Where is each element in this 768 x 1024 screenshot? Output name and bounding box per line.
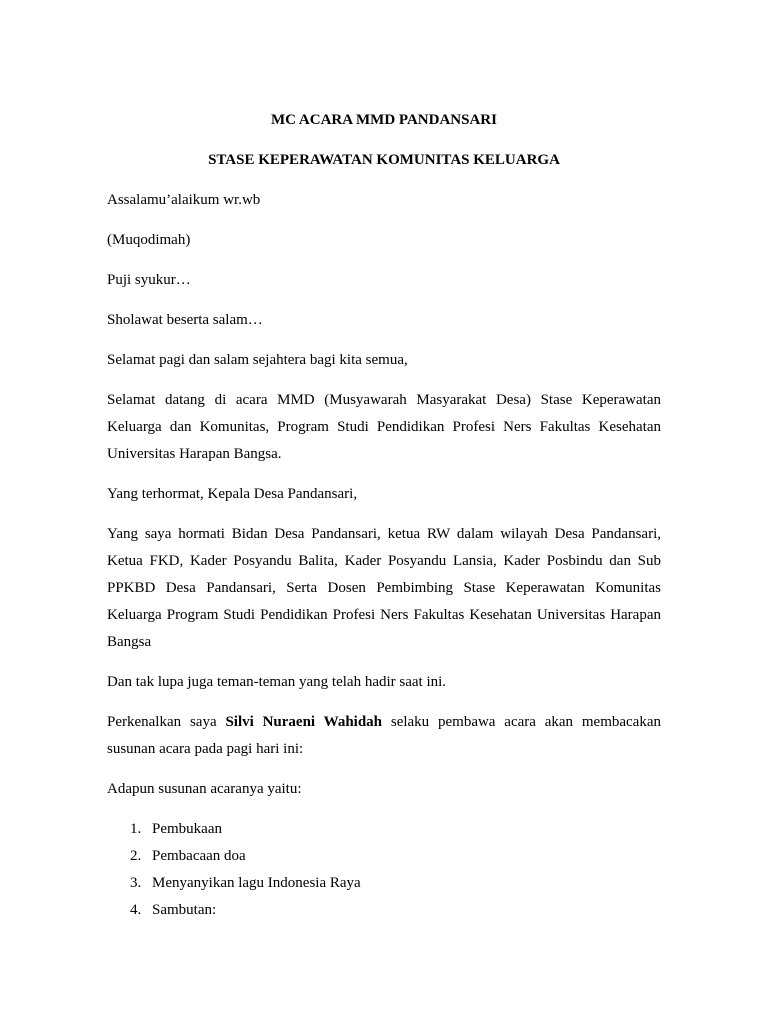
document-title: MC ACARA MMD PANDANSARI	[271, 112, 497, 128]
list-item-label: Sambutan:	[152, 902, 217, 918]
list-item-label: Pembukaan	[152, 821, 222, 837]
list-item-number: 1.	[130, 821, 142, 837]
introduction-text-before: Perkenalkan saya	[107, 714, 226, 730]
list-item	[107, 816, 661, 843]
list-item-label: Pembacaan doa	[152, 848, 246, 864]
document-page	[107, 107, 661, 924]
agenda-list	[107, 816, 661, 924]
welcome-paragraph: Selamat datang di acara MMD (Musyawarah Masyarakat Desa) Stase Keperawatan Keluarga dan Komunitas, Program Studi Pendidikan Profesi Ners Fakultas Kesehatan Universitas Harapan Bangsa.	[107, 392, 661, 462]
list-item	[107, 897, 661, 924]
sholawat-paragraph: Sholawat beserta salam…	[107, 312, 263, 328]
list-item-number: 3.	[130, 875, 142, 891]
list-item-number: 4.	[130, 902, 142, 918]
list-item	[107, 870, 661, 897]
puji-syukur-paragraph: Puji syukur…	[107, 272, 191, 288]
honored-guests-paragraph: Yang saya hormati Bidan Desa Pandansari, ketua RW dalam wilayah Desa Pandansari, Ketua FKD, Kader Posyandu Balita, Kader Posyandu Lansia, Kader Posbindu dan Sub PPKBD Desa Pandansari, Serta Dosen Pembimbing Stase Keperawatan Komunitas Keluarga Program Studi Pendidikan Profesi Ners Fakultas Kesehatan Universitas Harapan Bangsa	[107, 526, 661, 650]
list-item-label: Menyanyikan lagu Indonesia Raya	[152, 875, 361, 891]
introduction-paragraph	[107, 709, 661, 763]
document-subtitle: STASE KEPERAWATAN KOMUNITAS KELUARGA	[208, 152, 560, 168]
morning-greeting-paragraph: Selamat pagi dan salam sejahtera bagi kita semua,	[107, 352, 408, 368]
friends-paragraph: Dan tak lupa juga teman-teman yang telah hadir saat ini.	[107, 674, 447, 690]
agenda-intro-paragraph: Adapun susunan acaranya yaitu:	[107, 781, 302, 797]
respected-paragraph: Yang terhormat, Kepala Desa Pandansari,	[107, 486, 358, 502]
list-item	[107, 843, 661, 870]
introduction-text-after: selaku pembawa acara akan membacakan susunan acara pada pagi hari ini:	[107, 714, 661, 757]
muqodimah-paragraph: (Muqodimah)	[107, 232, 191, 248]
host-name: Silvi Nuraeni Wahidah	[225, 714, 383, 730]
greeting-paragraph: Assalamu’alaikum wr.wb	[107, 192, 261, 208]
list-item-number: 2.	[130, 848, 142, 864]
